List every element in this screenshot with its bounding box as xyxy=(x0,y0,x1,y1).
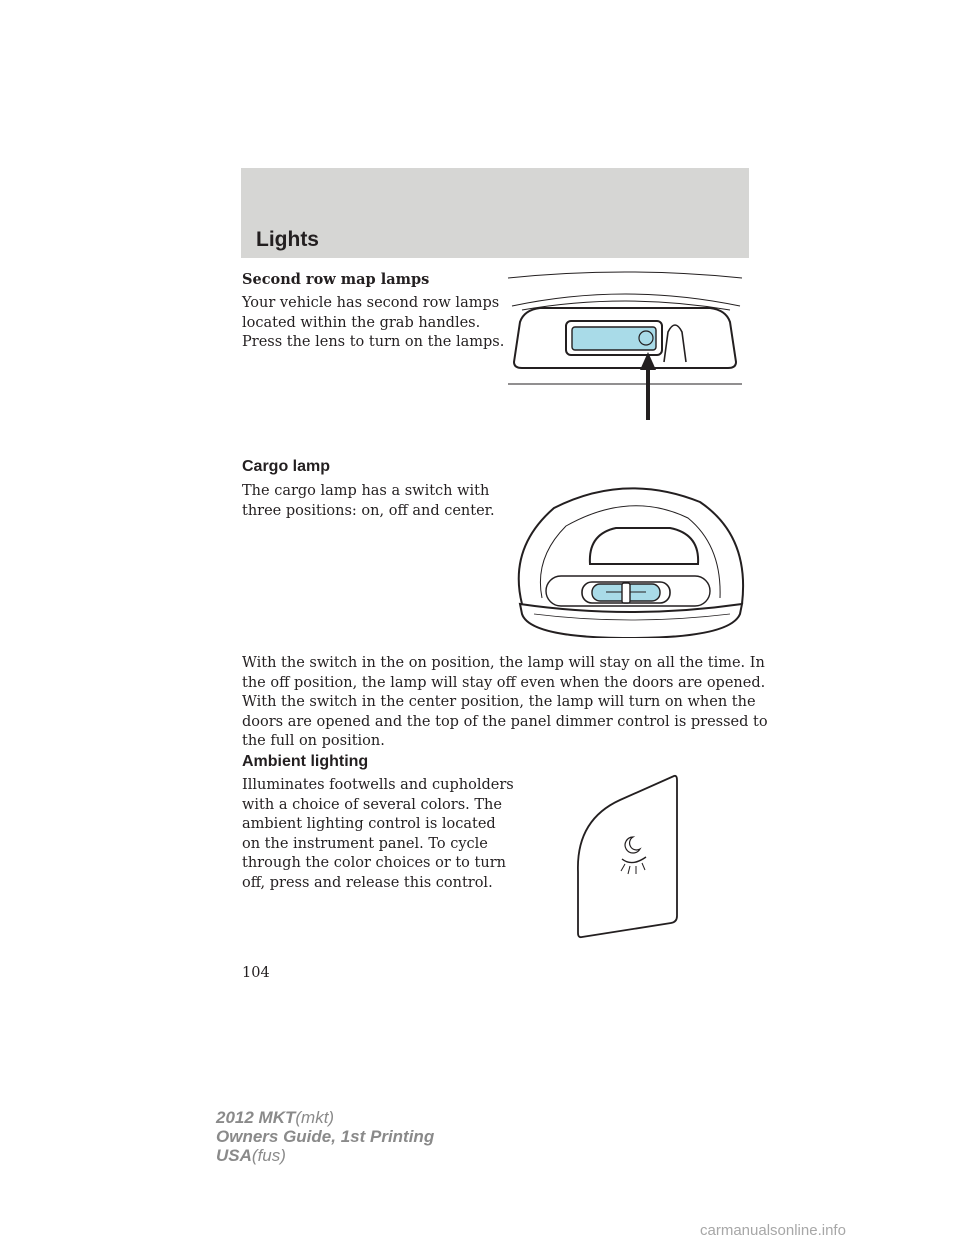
footer-model-code: (mkt) xyxy=(295,1108,335,1127)
page-number: 104 xyxy=(242,965,270,981)
section-title: Lights xyxy=(256,228,319,251)
heading-second-row-map-lamps: Second row map lamps xyxy=(242,271,430,288)
body-second-row-map-lamps: Your vehicle has second row lamps located within the grab handles. Press the lens to turn on the lamps. xyxy=(242,295,505,351)
footer-model: 2012 MKT xyxy=(216,1108,296,1127)
watermark: carmanualsonline.info xyxy=(700,1222,846,1239)
body-ambient-lighting: Illuminates footwells and cupholders with a choice of several colors. The ambient lighting control is located on the instrument panel. To cycle through the color choices or to turn off, press and release this control. xyxy=(242,777,514,891)
body-cargo-lamp: The cargo lamp has a switch with three positions: on, off and center. xyxy=(242,483,495,519)
footer-guide: Owners Guide, 1st Printing xyxy=(216,1127,435,1146)
footer-market-code: (fus) xyxy=(251,1146,286,1165)
cargo-lamp-illustration xyxy=(510,478,750,638)
map-lamp-illustration xyxy=(500,270,750,430)
heading-cargo-lamp: Cargo lamp xyxy=(242,458,331,475)
footer-print-info xyxy=(216,1108,434,1165)
map-lamp-lens xyxy=(572,327,656,350)
footer-market: USA xyxy=(216,1146,252,1165)
heading-ambient-lighting: Ambient lighting xyxy=(242,753,369,770)
body-cargo-lamp-details: With the switch in the on position, the lamp will stay on all the time. In the off position, the lamp will stay off even when the doors are opened. With the switch in the center position, the lamp will turn on when the doors are opened and the top of the panel dimmer control is pressed to the full on position. xyxy=(242,655,768,750)
ambient-lighting-control-illustration xyxy=(570,772,682,940)
